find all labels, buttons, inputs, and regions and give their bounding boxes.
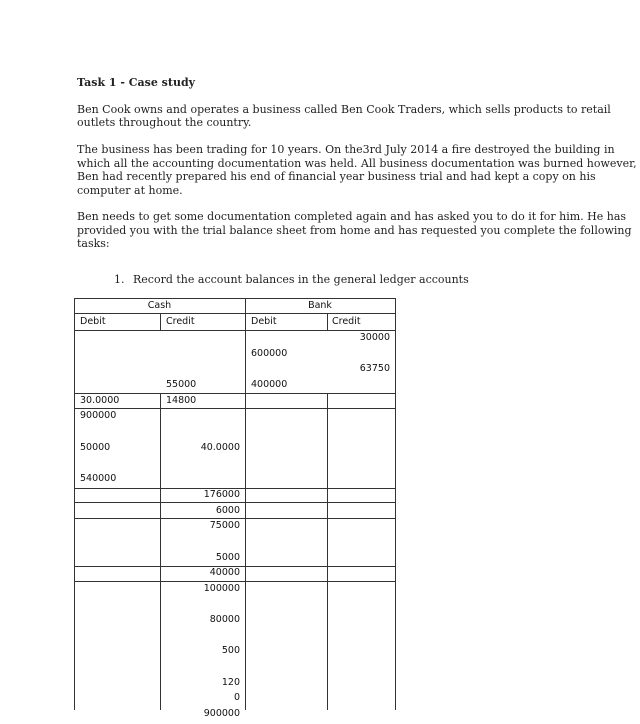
cash-credit-entry: 40.0000 [200, 442, 240, 453]
cash-credit-entry: 55000 [166, 379, 197, 390]
cash-credit-entry: 176000 [203, 489, 240, 500]
cash-debit-entry: 50000 [80, 442, 111, 453]
cash-debit-entry: 900000 [80, 410, 117, 421]
cash-credit-entry: 500 [221, 645, 240, 656]
task-item-text: Record the account balances in the general ledger accounts [133, 273, 469, 286]
cash-credit-entry: 6000 [215, 505, 240, 516]
bank-credit-entry: 63750 [359, 363, 390, 374]
cash-credit-entry: 900000 [203, 708, 240, 719]
paragraph-3-line-3: tasks: [77, 237, 110, 250]
cash-credit-entry: 80000 [209, 614, 240, 625]
paragraph-2-line-2: which all the accounting documentation was held. All business documentation was burned however, [77, 157, 637, 170]
task-item-number: 1. [114, 273, 125, 286]
cash-credit-entry: 0 [233, 692, 240, 703]
cash-credit-entry: 100000 [203, 583, 240, 594]
cash-credit-entry: 40000 [209, 567, 240, 578]
cash-credit-entry: 5000 [215, 552, 240, 563]
cash-debit-header: Debit [80, 316, 106, 327]
cash-credit-header: Credit [166, 316, 195, 327]
bank-credit-entry: 30000 [359, 332, 390, 343]
cash-debit-entry: 30.0000 [80, 395, 120, 406]
cash-account-title: Cash [147, 300, 172, 311]
paragraph-3-line-2: provided you with the trial balance sheet from home and has requested you complete the following [77, 224, 632, 237]
paragraph-2-line-3: Ben had recently prepared his end of financial year business trial and had kept a copy on his [77, 170, 596, 183]
cash-debit-entry: 540000 [80, 473, 117, 484]
bank-credit-header: Credit [332, 316, 361, 327]
paragraph-2-line-1: The business has been trading for 10 years. On the3rd July 2014 a fire destroyed the building in [77, 143, 615, 156]
paragraph-2-line-4: computer at home. [77, 184, 183, 197]
bank-account-title: Bank [308, 300, 332, 311]
bank-debit-entry: 400000 [251, 379, 288, 390]
bank-debit-header: Debit [251, 316, 277, 327]
paragraph-3-line-1: Ben needs to get some documentation completed again and has asked you to do it for him. He has [77, 210, 627, 223]
paragraph-1-line-2: outlets throughout the country. [77, 116, 252, 129]
cash-credit-entry: 75000 [209, 520, 240, 531]
bank-debit-entry: 600000 [251, 348, 288, 359]
cash-credit-entry: 120 [221, 677, 240, 688]
paragraph-1-line-1: Ben Cook owns and operates a business called Ben Cook Traders, which sells products to retail [77, 103, 611, 116]
page-title: Task 1 - Case study [77, 76, 196, 89]
cash-credit-entry: 14800 [166, 395, 197, 406]
